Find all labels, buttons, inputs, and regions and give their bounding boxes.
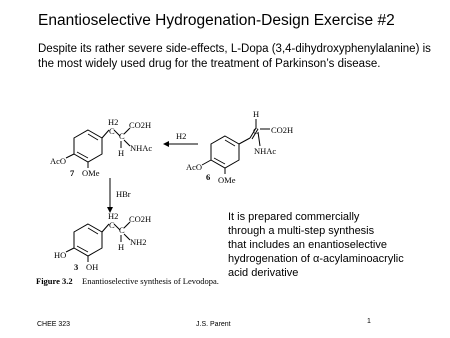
- compound-6-h: H: [253, 109, 260, 119]
- compound-3-h: H: [118, 242, 125, 252]
- compound-3-c2: C: [119, 225, 125, 235]
- deprotection-arrow: [107, 178, 131, 213]
- compound-6-aco: AcO: [186, 162, 203, 172]
- compound-3-co2h: CO2H: [129, 214, 152, 224]
- compound-7-ome: OMe: [82, 168, 100, 178]
- compound-7-h2: H2: [108, 117, 119, 127]
- compound-7: [50, 117, 152, 178]
- compound-7-number: 7: [70, 168, 75, 178]
- note-line-1: It is prepared commercially: [228, 211, 360, 223]
- compound-6-nhac: NHAc: [254, 146, 277, 156]
- slide-number: 1: [367, 318, 371, 325]
- compound-3-number: 3: [74, 262, 79, 272]
- compound-7-ring: [74, 130, 102, 162]
- compound-7-co2h: CO2H: [129, 120, 152, 130]
- note-line-4-post: -acylaminoacrylic: [319, 253, 404, 265]
- synthesis-note: [228, 210, 438, 280]
- note-line-4-pre: hydrogenation of: [228, 253, 314, 265]
- figure-caption-label: Figure 3.2: [36, 276, 73, 286]
- note-line-5: acid derivative: [228, 267, 299, 279]
- hydrogenation-arrow: [163, 131, 198, 147]
- compound-7-aco: AcO: [50, 156, 67, 166]
- compound-3-h2: H2: [108, 211, 119, 221]
- compound-7-c1: C: [109, 126, 115, 136]
- alpha-symbol: α: [313, 253, 320, 265]
- compound-3-oh: OH: [86, 262, 99, 272]
- intro-paragraph: Despite its rather severe side-effects, L-Dopa (3,4-dihydroxyphenylalanine) is the most widely used drug for the treatment of Parkinson’s disease.: [38, 43, 431, 70]
- reagent-h2-label: H2: [176, 131, 187, 141]
- note-line-3: that includes an enantioselective: [228, 239, 387, 251]
- compound-6-c: C: [253, 126, 259, 136]
- note-line-2: through a multi-step synthesis: [228, 225, 375, 237]
- compound-7-h: H: [118, 148, 125, 158]
- footer-course: CHEE 323: [37, 321, 71, 328]
- compound-7-c2: C: [119, 131, 125, 141]
- compound-6-ome: OMe: [218, 175, 236, 185]
- compound-6-ring: [211, 136, 239, 168]
- compound-3-nh2: NH2: [130, 237, 147, 247]
- compound-6-co2h: CO2H: [271, 125, 294, 135]
- note-line-4: [228, 252, 438, 266]
- compound-7-nhac: NHAc: [130, 143, 153, 153]
- figure-caption-text: Enantioselective synthesis of Levodopa.: [82, 276, 219, 286]
- compound-6: [186, 109, 293, 185]
- slide-title: Enantioselective Hydrogenation-Design Exercise #2: [38, 12, 395, 29]
- footer-author: J.S. Parent: [196, 321, 231, 328]
- compound-3-ring: [74, 224, 102, 256]
- compound-6-number: 6: [206, 172, 211, 182]
- compound-3-c1: C: [109, 220, 115, 230]
- reagent-hbr-label: HBr: [116, 189, 131, 199]
- compound-3-ho: HO: [54, 250, 67, 260]
- compound-3: [54, 211, 151, 272]
